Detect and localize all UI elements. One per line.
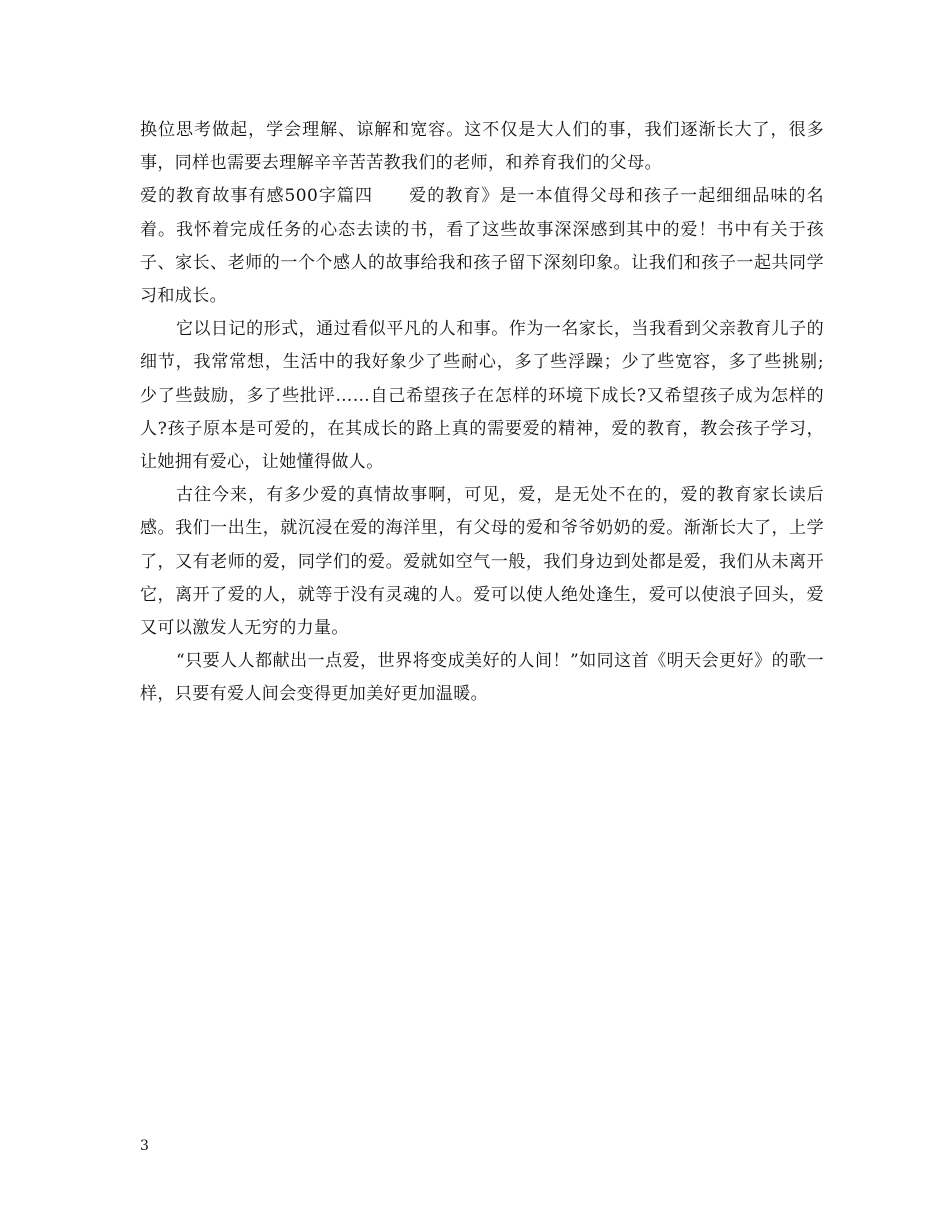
document-body — [140, 114, 824, 712]
paragraph-3: 它以日记的形式，通过看似平凡的人和事。作为一名家长，当我看到父亲教育儿子的细节，我常常想，生活中的我好象少了些耐心，多了些浮躁；少了些宽容，多了些挑剔;少了些鼓励，多了些批评……自己希望孩子在怎样的环境下成长?又希望孩子成为怎样的人?孩子原本是可爱的，在其成长的路上真的需要爱的精神，爱的教育，教会孩子学习，让她拥有爱心，让她懂得做人。 — [140, 319, 824, 473]
paragraph-4: 古往今来，有多少爱的真情故事啊，可见，爱，是无处不在的，爱的教育家长读后感。我们一出生，就沉浸在爱的海洋里，有父母的爱和爷爷奶奶的爱。渐渐长大了，上学了，又有老师的爱，同学们的爱。爱就如空气一般，我们身边到处都是爱，我们从未离开它，离开了爱的人，就等于没有灵魂的人。爱可以使人绝处逢生，爱可以使浪子回头，爱又可以激发人无穷的力量。 — [140, 485, 824, 639]
page-number: 3 — [140, 1138, 149, 1154]
paragraph-5: “只要人人都献出一点爱，世界将变成美好的人间！”如同这首《明天会更好》的歌一样，只要有爱人间会变得更加美好更加温暖。 — [140, 651, 824, 705]
paragraph-2: 爱的教育故事有感500字篇四 爱的教育》是一本值得父母和孩子一起细细品味的名着。我怀着完成任务的心态去读的书，看了这些故事深深感到其中的爱！书中有关于孩子、家长、老师的一个个感人的故事给我和孩子留下深刻印象。让我们和孩子一起共同学习和成长。 — [140, 186, 824, 307]
paragraph-1: 换位思考做起，学会理解、谅解和宽容。这不仅是大人们的事，我们逐渐长大了，很多事，同样也需要去理解辛辛苦苦教我们的老师，和养育我们的父母。 — [140, 120, 824, 174]
